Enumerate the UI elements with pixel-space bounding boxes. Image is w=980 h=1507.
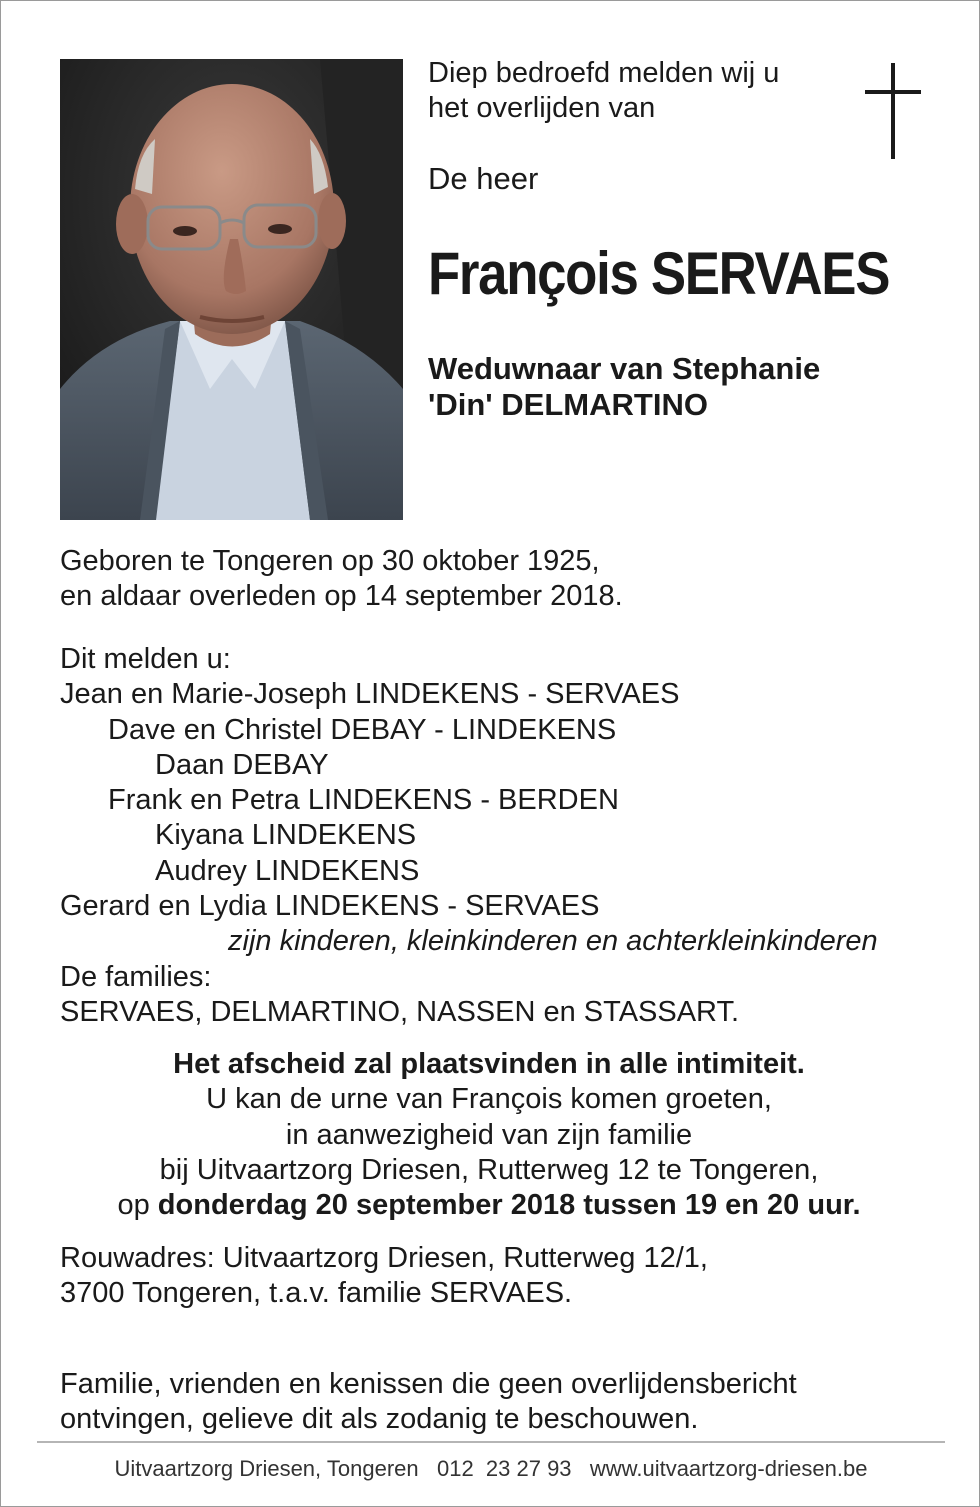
footer-phone: 012 23 27 93 (436, 1456, 572, 1481)
portrait-photo (60, 59, 403, 520)
intro-line-1: Diep bedroefd melden wij u (428, 57, 780, 89)
deceased-name: François SERVAES (428, 240, 890, 307)
footer-company: Uitvaartzorg Driesen, Tongeren (114, 1456, 419, 1481)
intro-line-2: het overlijden van (428, 92, 656, 124)
farewell-line-2: in aanwezigheid van zijn familie (285, 1118, 693, 1151)
family-member: Dave en Christel DEBAY - LINDEKENS (108, 713, 617, 746)
family-member: Daan DEBAY (155, 748, 329, 781)
notice-line-2: ontvingen, gelieve dit als zodanig te beschouwen. (60, 1403, 699, 1436)
widower-line-2: 'Din' DELMARTINO (428, 387, 708, 422)
mourning-address (60, 1241, 708, 1312)
honorific: De heer (428, 161, 539, 196)
birth-death-details (60, 544, 623, 615)
latin-cross-icon (863, 61, 923, 161)
announce-header: Dit melden u: (60, 643, 231, 675)
farewell-line-3: bij Uitvaartzorg Driesen, Rutterweg 12 te Tongeren, (159, 1153, 819, 1186)
family-member: Kiyana LINDEKENS (155, 819, 417, 852)
relation-note: zijn kinderen, kleinkinderen en achterkleinkinderen (228, 925, 878, 958)
rouwadres-line-1: Rouwadres: Uitvaartzorg Driesen, Rutterweg 12/1, (60, 1242, 708, 1274)
intro-text (428, 56, 779, 126)
rouwadres-line-2: 3700 Tongeren, t.a.v. familie SERVAES. (60, 1277, 573, 1310)
family-member: Jean en Marie-Joseph LINDEKENS - SERVAES (60, 678, 680, 711)
notice-line-1: Familie, vrienden en kenissen die geen overlijdensbericht (60, 1368, 797, 1400)
no-notice-note (60, 1367, 797, 1438)
farewell-headline: Het afscheid zal plaatsvinden in alle intimiteit. (173, 1048, 805, 1080)
family-announcement (60, 642, 878, 1030)
family-member: Gerard en Lydia LINDEKENS - SERVAES (60, 890, 600, 923)
footer-divider (37, 1441, 945, 1443)
family-member: Audrey LINDEKENS (155, 854, 420, 887)
families-header: De families: (60, 960, 212, 993)
widower-of (428, 351, 820, 423)
footer-website[interactable]: www.uitvaartzorg-driesen.be (589, 1456, 868, 1481)
portrait-illustration (60, 59, 403, 520)
farewell-line-1: U kan de urne van François komen groeten, (206, 1083, 772, 1116)
farewell-line-4 (41, 1188, 937, 1223)
farewell-details (41, 1047, 937, 1223)
farewell-datetime: donderdag 20 september 2018 tussen 19 en 20 uur. (157, 1189, 861, 1222)
farewell-line-4-prefix: op (117, 1189, 150, 1222)
families-list: SERVAES, DELMARTINO, NASSEN en STASSART. (60, 995, 740, 1028)
born-line-1: Geboren te Tongeren op 30 oktober 1925, (60, 545, 600, 577)
footer (41, 1456, 941, 1482)
born-line-2: en aldaar overleden op 14 september 2018. (60, 580, 623, 613)
family-member: Frank en Petra LINDEKENS - BERDEN (108, 784, 619, 817)
widower-line-1: Weduwnaar van Stephanie (428, 351, 821, 386)
